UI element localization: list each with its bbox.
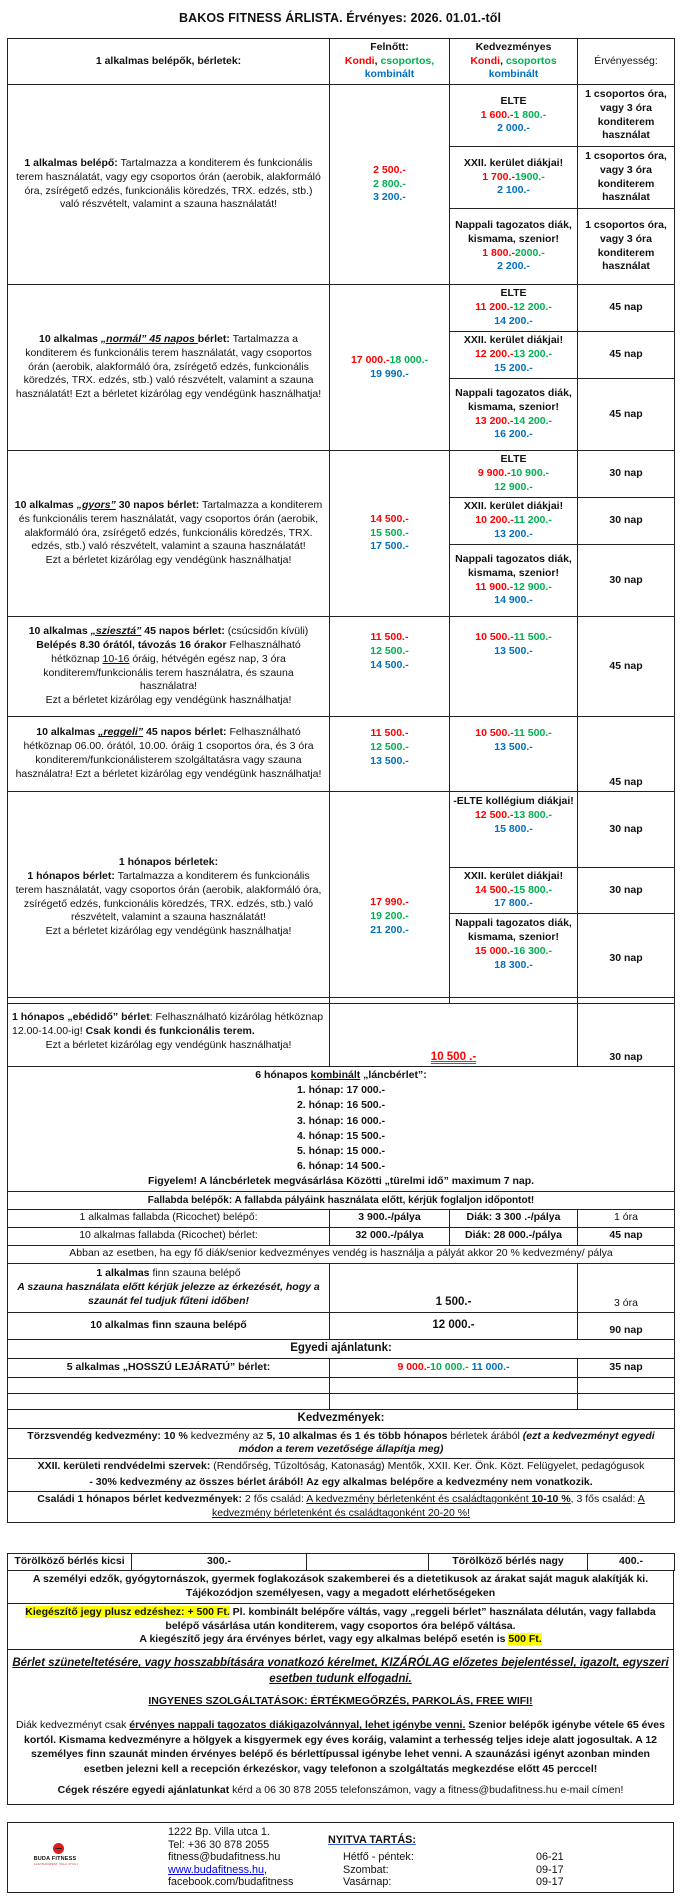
price-kondi: 17 000.- (350, 353, 390, 366)
price-kondi: 1 600.- (480, 108, 514, 121)
discount-label: Nappali tagozatos diák, kismama, szenior! (455, 917, 572, 943)
discount-elte-dorm (450, 792, 578, 868)
legend-kondi: Kondi (344, 54, 375, 67)
pass-restriction: Csak kondi és funkcionális terem. (85, 1025, 255, 1038)
suspend-notice: Bérlet szüneteltetésére, vagy hosszabbítására vonatkozó kérelmet, KIZÁRÓLAG előzetes bejelentéssel, igazolt, egyszeri esetben tudunk elfogadni. (12, 1657, 669, 1685)
price-kondi: 14 500.- (474, 883, 514, 896)
adult-prices (330, 792, 450, 1004)
chain-title-text: 6 hónapos (255, 1069, 311, 1081)
towel-large-label: Törölköző bérlés nagy (429, 1554, 588, 1571)
price-csoportos: 10 000.- (430, 1360, 469, 1373)
squash-header: Fallabda belépők: A fallabda pályáink használata előtt, kérjük foglaljon időpontot! (8, 1191, 675, 1209)
price-kondi: 10 200.- (475, 514, 514, 527)
notice-text: Diák kedvezményt csak (16, 1719, 130, 1732)
price-kondi: 2 500.- (373, 163, 406, 176)
towel-small-label: Törölköző bérlés kicsi (8, 1554, 132, 1571)
squash-note-row (8, 1245, 675, 1263)
price-kombinalt: 17 500.- (370, 540, 409, 553)
discount-text: bérletek árából (447, 1429, 523, 1442)
price-csoportos: 1900.- (514, 170, 545, 183)
empty-cell (578, 1393, 675, 1409)
legend-csoportos: csoportos (505, 54, 557, 67)
squash-student-price: Diák: 3 300 .-/pálya (450, 1209, 578, 1227)
empty-cell (307, 1554, 429, 1571)
police-discount (8, 1459, 675, 1492)
validity: 30 nap (578, 545, 675, 617)
towel-small-price: 300.- (132, 1554, 307, 1571)
discount-student-senior (450, 379, 578, 451)
hours-time: 09-17 (536, 1876, 564, 1889)
price-kondi: 1 800.- (482, 246, 515, 259)
chain-month: 1. hónap: 17 000.- (296, 1084, 386, 1097)
adult-prices (330, 85, 450, 285)
chain-note: Figyelem! A láncbérletek megvásárlása Közötti „türelmi idő” maximum 7 nap. (147, 1175, 535, 1188)
pass-desc: Tartalmazza a konditerem és funkcionális terem használatát, vagy csoportos órán (aerobik, alakformáló óra, zsírégető edzés, funkcionális köredzés, TRX. edzés, stb.) való részvételt, valamint a szauna használatát! (18, 498, 323, 553)
price-csoportos: 15 800.- (513, 883, 553, 896)
price-csoportos: 11 500.- (513, 631, 552, 643)
family-discount-row (8, 1492, 675, 1523)
price-kondi: 11 200.- (475, 301, 514, 314)
pass-type: „gyors” (76, 498, 116, 511)
pass-name: 10 alkalmas (28, 624, 91, 637)
company-offer-text: kérd a 06 30 878 2055 telefonszámon, vagy a fitness@budafitness.hu e-mail címen! (229, 1784, 624, 1797)
price-kombinalt: 15 200.- (494, 361, 533, 374)
table-row-10x-normal (8, 285, 675, 332)
special-header: Egyedi ajánlatunk: (8, 1339, 675, 1358)
price-kombinalt: 13 500.- (494, 740, 533, 753)
price-kondi: 1 700.- (482, 170, 515, 183)
student-notice (12, 1718, 669, 1776)
discount-label: ELTE (500, 287, 527, 300)
price-csoportos: 11 500.- (513, 727, 552, 739)
info-row (8, 1650, 674, 1805)
extra-ticket-price: 500 Ft. (508, 1633, 542, 1646)
towel-large-price: 400.- (588, 1554, 675, 1571)
price-kondi: 12 200.- (474, 348, 514, 361)
discount-note: (ezt a kedvezményt egyedi módon a terem vezetősége állapítja meg) (238, 1429, 655, 1456)
notice-text: Szenior belépők igénybe vétele 65 éves kortól. Kismama kedvezményre a hölgyek a kisgyermek egy éves koráig, valamint a terhesség teljes ideje alatt jogosultak. A 12 személyes finn szaunát minden érvényes belépő és bérlettípussal igénybe lehet venni. A szaunázási igényt azonban minden esetben jelezni kell a recepción érkezéskor, vagy telefonon a szolgáltatás megkezdése előtt 45 perccel! (23, 1719, 665, 1775)
squash-header-row (8, 1191, 675, 1209)
extra-ticket-price: Kiegészítő jegy plusz edzéshez: + 500 Ft. (25, 1605, 230, 1618)
discount-label: XXII. kerület diákjai! (463, 334, 564, 347)
sauna-name: 1 alkalmas (96, 1266, 150, 1279)
table-row-10x-morning (8, 717, 675, 792)
pass-description (8, 285, 330, 451)
main-price-table (7, 38, 675, 1004)
discount-text: kedvezmény az (187, 1429, 267, 1442)
price-kondi: 17 990.- (370, 896, 409, 909)
chain-month: 4. hónap: 15 500.- (296, 1129, 386, 1142)
pass-name: 1 hónapos „ebédidő” bérlet (12, 1011, 150, 1024)
squash-student-price: Diák: 28 000.-/pálya (450, 1227, 578, 1245)
price-csoportos: 13 200.- (513, 348, 553, 361)
price-kombinalt: 12 900.- (494, 480, 533, 493)
hours-row (343, 1876, 668, 1889)
pass-description (8, 792, 330, 1004)
chain-month: 2. hónap: 16 500.- (296, 1099, 386, 1112)
price-kombinalt: 2 100.- (497, 184, 530, 197)
validity: 1 csoportos óra, vagy 3 óra konditerem használat (578, 147, 675, 209)
pass-name-suffix: 45 napos bérlet: (141, 624, 225, 637)
pass-name-suffix: 45 napos bérlet: (143, 726, 227, 739)
hours-row (343, 1864, 668, 1877)
validity: 1 óra (578, 1209, 675, 1227)
notes-table (7, 1570, 674, 1805)
dumbbell-icon (53, 1843, 64, 1854)
hours-row (343, 1851, 668, 1864)
pass-desc: Tartalmazza a konditerem és funkcionális terem használatát, vagy csoportos órán (aerobik, alakformáló óra, zsírégető edzés, funkcionális köredzés, TRX. edzés, stb.) való részvételt, valamint a szauna használatát! (15, 869, 322, 924)
price-csoportos: 11 200.- (513, 514, 552, 527)
price-kombinalt: 13 500.- (494, 644, 533, 657)
price-kombinalt: 2 000.- (497, 122, 530, 135)
price-kombinalt: 13 200.- (494, 527, 533, 540)
validity: 45 nap (578, 379, 675, 451)
hours-day: Szombat: (343, 1863, 389, 1876)
special-prices (330, 1358, 578, 1377)
discount-label: XXII. kerület diákjai! (463, 869, 564, 882)
validity: 90 nap (578, 1312, 675, 1339)
hours-day: Hétfő - péntek: (343, 1851, 414, 1864)
legend-kondi: Kondi (470, 54, 501, 67)
adult-prices (330, 717, 450, 792)
pass-name: 1 hónapos bérlet: (27, 869, 115, 882)
price-csoportos: 13 800.- (513, 808, 553, 821)
contact-info (168, 1826, 293, 1889)
price-kondi: 10 500 .- (430, 1050, 477, 1063)
discount-label: Nappali tagozatos diák, kismama, szenior! (455, 386, 572, 413)
email[interactable]: fitness@budafitness.hu (168, 1851, 281, 1864)
extra-ticket-desc: Pl. kombinált belépőre váltás, vagy „reggeli bérlet” használata délután, vagy fallabda belépő vásárlása után konditerem, vagy csoportos óra belépő váltása. (165, 1605, 656, 1632)
price-kombinalt: 14 500.- (370, 658, 409, 671)
validity: 30 nap (578, 792, 675, 868)
company-offer (12, 1784, 669, 1798)
price-kondi: 11 500.- (370, 727, 409, 739)
price-csoportos: 18 000.- (389, 353, 429, 366)
validity: 30 nap (578, 868, 675, 914)
discount-text: A kedvezmény bérletenként és családtagonként (306, 1493, 532, 1506)
validity: 30 nap (578, 914, 675, 1004)
pass-desc: Felhasználható hétköznap 06.00. órától, 10.00. óráig 1 csoportos óra, és 3 óra konditerem/funkcionálisterem szolgáltatásra vagy szauna használatra! Ezt a bérletet kizárólag egy vendégünk használhatja! (15, 726, 322, 780)
pass-desc: Felhasználható hétköznap (51, 638, 301, 665)
header-discount-title: Kedvezményes (475, 40, 552, 53)
price-csoportos: 12 500.- (370, 644, 409, 657)
pass-type: „reggeli” (98, 726, 144, 739)
pass-type: „normál” 45 napos (100, 332, 198, 345)
price-kondi: 10 500.- (475, 631, 514, 643)
opening-hours (328, 1833, 668, 1889)
logo-subtitle: 1222 BUDAPEST, VILLA UTCA 1 (34, 1862, 79, 1867)
page-title: BAKOS FITNESS ÁRLISTA. Érvényes: 2026. 01.01.-től (178, 11, 502, 25)
empty-row (8, 1377, 675, 1393)
discount-rate: 10-10 % (531, 1493, 571, 1506)
price-kombinalt: 14 900.- (494, 594, 533, 607)
hours-time: 06-21 (536, 1851, 564, 1864)
empty-cell (330, 1377, 578, 1393)
pass-description (8, 617, 330, 717)
price-kombinalt: 21 200.- (370, 923, 409, 936)
squash-row (8, 1209, 675, 1227)
validity: 30 nap (578, 998, 675, 1067)
police-discount-row (8, 1459, 675, 1492)
legend-csoportos: csoportos, (380, 54, 435, 67)
pass-desc: Tartalmazza a konditerem és funkcionális terem használatát, vagy egy csoportos órán (aerobik, alakformáló óra, zsírégető edzés, funkcionális köredzés, TRX. edzés, stb.) való részvételt, valamint a szauna használatát! (16, 156, 321, 211)
special-header-row (8, 1339, 675, 1358)
squash-row (8, 1227, 675, 1245)
price-kombinalt: 15 800.- (494, 822, 533, 835)
table-row-10x-fast (8, 451, 675, 498)
pass-name: 10 alkalmas (14, 498, 77, 511)
discount-label: ELTE (500, 94, 527, 107)
validity: 45 nap (578, 1227, 675, 1245)
trainers-row (8, 1571, 674, 1604)
discount-text: (Rendőrség, Tűzoltóság, Katonaság) Mentők, XXII. Ker. Önk. Közt. Felügyelet, pedagógusok (210, 1460, 645, 1473)
buda-fitness-logo (33, 1843, 79, 1867)
extra-ticket-desc: A kiegészítő jegy ára érvényes bérlet, vagy egy alkalmas belépő esetén is (139, 1633, 509, 1646)
empty-cell (8, 1393, 330, 1409)
discount-scope: 5, 10 alkalmas és 1 és több hónapos (266, 1429, 448, 1442)
validity: 45 nap (578, 717, 675, 792)
discount-district-xxii (450, 498, 578, 545)
empty-cell (8, 1377, 330, 1393)
chain-title (8, 1068, 674, 1083)
pass-desc: (csúcsidőn kívüli) (227, 624, 309, 637)
punctuation: , (264, 1863, 268, 1876)
free-services: INGYENES SZOLGÁLTATÁSOK: ÉRTÉKMEGŐRZÉS, PARKOLÁS, FREE WIFI! (148, 1695, 533, 1708)
price-kombinalt: 18 300.- (494, 958, 533, 971)
sauna-desc (8, 1263, 330, 1312)
chain-pass (8, 1067, 675, 1192)
header-validity: Érvényesség: (578, 39, 675, 85)
squash-label: 10 alkalmas fallabda (Ricochet) bérlet: (8, 1227, 330, 1245)
price-kombinalt: 2 200.- (497, 260, 530, 273)
table-row-single-entry (8, 85, 675, 147)
pass-note: Ezt a bérletet kizárólag egy vendégünk használhatja! (45, 554, 292, 567)
sauna-10x-row (8, 1312, 675, 1339)
pass-description (8, 451, 330, 617)
pass-description (8, 717, 330, 792)
legend-kombinalt: kombinált (364, 68, 415, 81)
chain-month: 6. hónap: 14 500.- (296, 1160, 386, 1173)
price-csoportos: 10 900.- (510, 467, 550, 480)
table-row-10x-siesta (8, 617, 675, 717)
pass-description (8, 998, 330, 1067)
extra-ticket-row (8, 1603, 674, 1650)
chain-pass-row (8, 1067, 675, 1192)
phone: Tel: +36 30 878 2055 (168, 1838, 270, 1851)
discount-text: , 3 fős család: (570, 1493, 638, 1506)
pass-name: 10 alkalmas (36, 726, 99, 739)
validity: 30 nap (578, 498, 675, 545)
price-csoportos: 12 500.- (370, 740, 409, 753)
sauna-name-suffix: finn szauna belépő (149, 1266, 241, 1279)
legend-kombinalt: kombinált (488, 68, 539, 81)
header-adult-title: Felnőtt: (370, 40, 409, 53)
logo-name: BUDA FITNESS (33, 1856, 77, 1862)
facebook-link[interactable]: facebook.com/budafitness (168, 1876, 294, 1889)
discount-district-xxii (450, 332, 578, 379)
chain-title-type: kombinált (310, 1069, 361, 1081)
hours-time: 09-17 (536, 1863, 564, 1876)
discount-district-xxii (450, 868, 578, 914)
discount-text: A kedvezmény bérletenként és családtagonként 20-20 %! (212, 1493, 645, 1519)
pass-description (8, 85, 330, 285)
extra-ticket (8, 1603, 674, 1650)
sauna-price: 1 500.- (330, 1263, 578, 1312)
empty-cell (330, 1393, 578, 1409)
discounts-header: Kedvezmények: (8, 1409, 675, 1428)
price-csoportos: 14 200.- (513, 414, 553, 427)
regular-discount (8, 1428, 675, 1459)
pass-desc: óráig, hétvégén egész nap, 3 óra konditerem/funkcionális terem használatra, és szauna használatra! (43, 652, 294, 693)
chain-title-text: „láncbérlet”: (360, 1069, 427, 1081)
validity: 45 nap (578, 617, 675, 717)
regular-discount-row (8, 1428, 675, 1459)
price-kondi: 9 900.- (477, 467, 511, 480)
price-csoportos: 16 300.- (513, 944, 553, 957)
price-csoportos: 2 800.- (373, 177, 406, 190)
discount-student-senior (450, 545, 578, 617)
discount-label: Nappali tagozatos diák, kismama, szenior! (455, 552, 572, 579)
table-header-row (8, 39, 675, 85)
price-kombinalt: 11 000.- (468, 1360, 510, 1373)
sauna-desc: 10 alkalmas finn szauna belépő (8, 1312, 330, 1339)
discount-label: ELTE (500, 453, 527, 466)
price-kondi: 12 500.- (474, 808, 514, 821)
discount-elte (450, 285, 578, 332)
pass-name-suffix: 30 napos bérlet: (115, 498, 200, 511)
price-csoportos: 2000.- (514, 246, 545, 259)
validity: 1 csoportos óra, vagy 3 óra konditerem használat (578, 85, 675, 147)
chain-month: 3. hónap: 16 000.- (296, 1114, 386, 1127)
discount-district-xxii (450, 147, 578, 209)
price-kondi: 15 000.- (474, 944, 514, 957)
adult-prices (330, 285, 450, 451)
adult-prices (330, 617, 450, 717)
pass-name: 10 alkalmas (39, 332, 101, 345)
hours-day: Vasárnap: (343, 1876, 392, 1889)
sauna-price: 12 000.- (330, 1312, 578, 1339)
validity: 30 nap (578, 451, 675, 498)
discount-elte (450, 451, 578, 498)
towel-row (8, 1554, 675, 1571)
validity: 1 csoportos óra, vagy 3 óra konditerem használat (578, 209, 675, 285)
section-heading: 1 hónapos bérletek: (118, 855, 219, 868)
pass-type: „sziesztá” (90, 624, 142, 637)
discount-text: - 30% kedvezmény az összes bérlet árából! Az egy alkalmas belépőre a kedvezmény nem vonatkozik. (89, 1476, 593, 1489)
pass-note: Ezt a bérletet kizárólag egy vendégünk használhatja! (45, 1038, 292, 1051)
pass-name-suffix: bérlet: (197, 332, 230, 345)
price-kondi: 11 900.- (475, 580, 514, 593)
header-discount: Kedvezményes Kondi, csoportos kombinált (450, 39, 578, 85)
validity: 3 óra (578, 1263, 675, 1312)
adult-prices (330, 451, 450, 617)
discount-student-senior (450, 914, 578, 1004)
pass-desc-hours: 10-16 (102, 652, 130, 665)
validity: 45 nap (578, 332, 675, 379)
sauna-note: A szauna használata előtt kérjük jelezze az érkezését, hogy a szaunát fel tudjuk fűteni időben! (17, 1280, 320, 1307)
address: 1222 Bp. Villa utca 1. (168, 1826, 270, 1838)
price-csoportos: 12 900.- (513, 580, 552, 593)
sauna-single-row (8, 1263, 675, 1312)
company-offer-title: Cégek részére egyedi ajánlatunkat (57, 1784, 230, 1797)
discounts-header-row (8, 1409, 675, 1428)
header-adult: Felnőtt: Kondi, csoportos, kombinált (330, 39, 450, 85)
table-row-monthly (8, 792, 675, 868)
pass-note: Ezt a bérletet kizárólag egy vendégünk használhatja! (45, 694, 292, 707)
table-row-lunch-pass (8, 998, 675, 1067)
price-kombinalt: 17 800.- (494, 897, 533, 910)
validity: 45 nap (578, 285, 675, 332)
squash-note: Abban az esetben, ha egy fő diák/senior kedvezményes vendég is használja a pályát akkor 20 % kedvezmény/ pálya (8, 1245, 675, 1263)
family-discount (8, 1492, 675, 1523)
chain-month: 5. hónap: 15 000.- (296, 1145, 386, 1158)
price-csoportos: 12 200.- (513, 301, 552, 314)
pass-note: Ezt a bérletet kizárólag egy vendégünk használhatja! (45, 925, 292, 938)
discount-label: Nappali tagozatos diák, kismama, szenior! (455, 218, 572, 245)
price-kondi: 10 500.- (475, 727, 514, 739)
price-kombinalt: 19 990.- (370, 367, 409, 380)
special-row (8, 1358, 675, 1377)
discount-label: -ELTE kollégium diákjai! (453, 795, 574, 807)
price-csoportos: 1 800.- (513, 108, 547, 121)
discount-student-senior (450, 209, 578, 285)
discount-elte (450, 85, 578, 147)
price-kombinalt: 16 200.- (494, 428, 533, 441)
pass-desc: Tartalmazza a konditerem és funkcionális terem használatát, vagy csoportos órán (aerobik, alakformáló óra, zsírégető edzés, funkcionális köredzés, TRX. edzés, stb.) való részvételt, valamint a szauna használatát! Ezt a bérletet kizárólag egy vendégünk használhatja! (15, 332, 322, 401)
price-csoportos: 19 200.- (370, 910, 409, 923)
pass-hours: Belépés 8.30 órától, távozás 16 órakor (36, 638, 227, 651)
info-block (8, 1650, 674, 1805)
squash-price: 3 900.-/pálya (330, 1209, 450, 1227)
discount-prices (450, 617, 578, 717)
empty-cell (578, 1377, 675, 1393)
squash-label: 1 alkalmas fallabda (Ricochet) belépő: (8, 1209, 330, 1227)
price-kombinalt: 3 200.- (373, 191, 406, 204)
discount-label: XXII. kerület diákjai! (463, 156, 564, 169)
price-kondi: 9 000.- (397, 1360, 431, 1373)
discount-prices (450, 717, 578, 792)
website-link[interactable]: www.budafitness.hu (168, 1863, 265, 1876)
price-csoportos: 15 500.- (370, 526, 409, 539)
price-kombinalt: 14 200.- (494, 314, 533, 327)
price-kondi: 11 500.- (370, 631, 409, 643)
price-kombinalt: 13 500.- (370, 754, 409, 767)
special-name: 5 alkalmas „HOSSZÚ LEJÁRATÚ” bérlet: (8, 1358, 330, 1377)
footer (7, 1822, 674, 1893)
notice-text-underlined: érvényes nappali tagozatos diákigazolvánnyal, lehet igénybe venni. (129, 1719, 466, 1732)
header-passes: 1 alkalmas belépők, bérletek: (8, 39, 330, 85)
opening-hours-title: NYITVA TARTÁS: (328, 1834, 416, 1846)
pass-name: 1 alkalmas belépő: (24, 156, 118, 169)
price-kondi: 14 500.- (370, 512, 409, 525)
discount-text: 2 fős család: (242, 1493, 307, 1506)
empty-row (8, 1393, 675, 1409)
additional-services-table (7, 997, 675, 1523)
squash-price: 32 000.-/pálya (330, 1227, 450, 1245)
pass-desc: : Felhasználható kizárólag hétköznap 12.00-14.00-ig! (12, 1011, 324, 1038)
towel-table (7, 1553, 675, 1571)
discount-title: XXII. kerületi rendvédelmi szervek: (37, 1460, 211, 1473)
validity: 35 nap (578, 1358, 675, 1377)
discount-title: Családi 1 hónapos bérlet kedvezmények: (37, 1493, 243, 1506)
trainers-note: A személyi edzők, gyógytornászok, gyermek foglakozások szakemberei és a dietetikusok az árakat saját maguk alakítják ki. Tájékozódjon személyesen, vagy a megadott elérhetőségeken (8, 1571, 674, 1604)
price-kondi: 13 200.- (474, 414, 514, 427)
discount-label: XXII. kerület diákjai! (463, 500, 564, 513)
discount-title: Törzsvendég kedvezmény: 10 % (27, 1429, 188, 1442)
lunch-price (330, 998, 578, 1067)
